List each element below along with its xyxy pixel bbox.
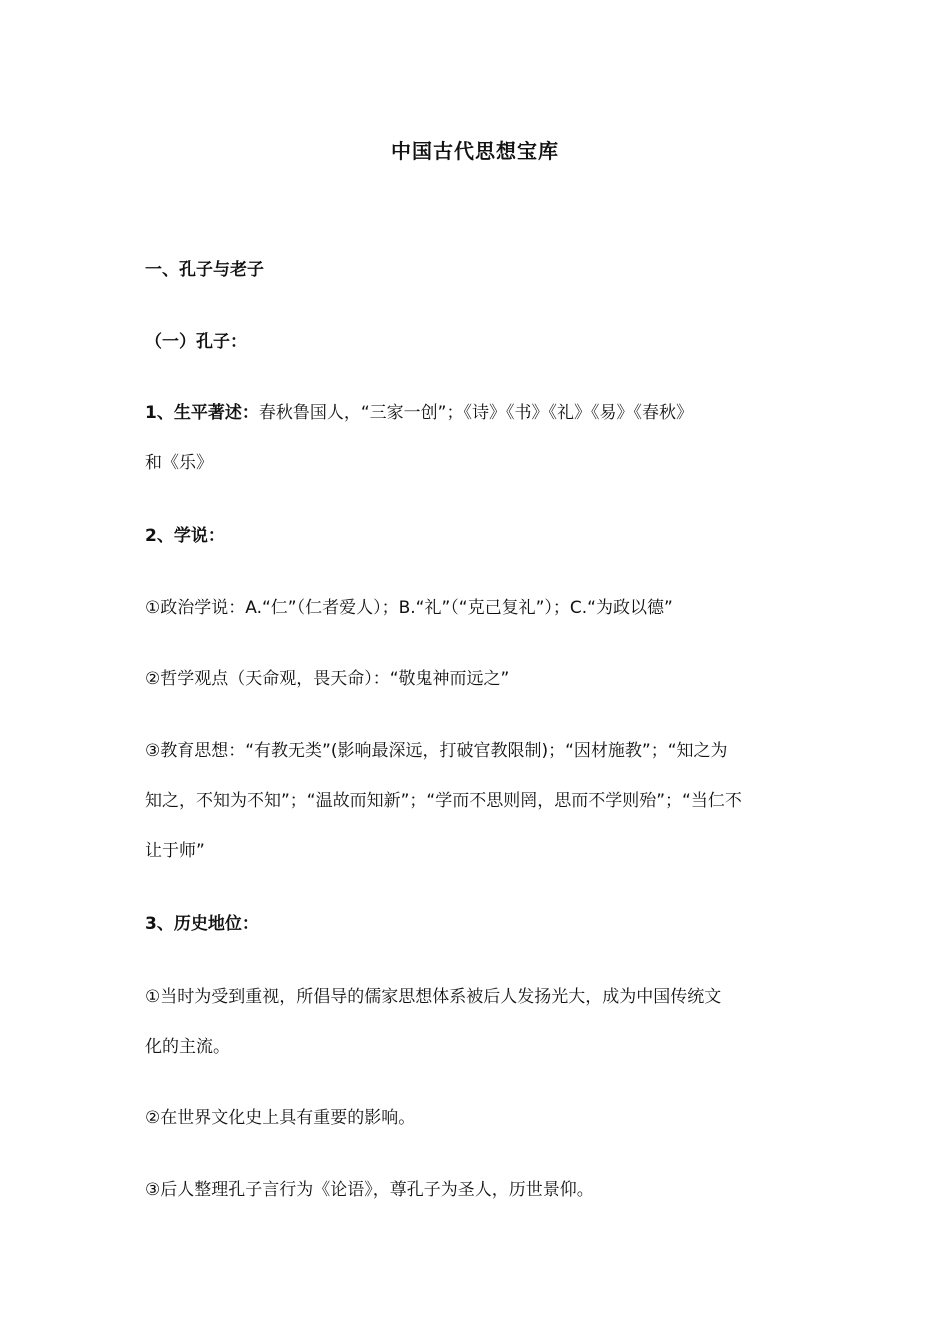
biography-text: 春秋鲁国人，“三家一创”；《诗》《书》《礼》《易》《春秋》: [258, 403, 693, 423]
section-heading-confucius-laozi: 一、孔子与老子: [145, 260, 264, 280]
historical-status-point-3: ③后人整理孔子言行为《论语》，尊孔子为圣人，历世景仰。: [145, 1180, 594, 1200]
subsection-heading-confucius: （一）孔子：: [145, 332, 247, 352]
historical-status-heading: 3、历史地位：: [145, 914, 259, 934]
biography-paragraph-line-1: [145, 401, 810, 425]
biography-paragraph-line-2: 和《乐》: [145, 453, 213, 473]
biography-label: 1、生平著述：: [145, 403, 259, 423]
historical-status-point-1-line-1: ①当时为受到重视，所倡导的儒家思想体系被后人发扬光大，成为中国传统文: [145, 987, 722, 1007]
education-point-line-3: 让于师”: [145, 841, 205, 861]
historical-status-point-1-line-2: 化的主流。: [145, 1037, 230, 1057]
education-point-line-2: 知之，不知为不知”；“温故而知新”；“学而不思则罔，思而不学则殆”；“当仁不: [145, 791, 742, 811]
political-doctrine-point: ①政治学说：A.“仁”（仁者爱人）；B.“礼”（“克己复礼”）；C.“为政以德”: [145, 598, 673, 618]
philosophy-point: ②哲学观点（天命观，畏天命）：“敬鬼神而远之”: [145, 669, 510, 689]
education-point-line-1: ③教育思想：“有教无类”(影响最深远，打破官教限制)；“因材施教”；“知之为: [145, 741, 728, 761]
doctrine-heading: 2、学说：: [145, 526, 225, 546]
document-title: 中国古代思想宝库: [391, 139, 559, 163]
historical-status-point-2: ②在世界文化史上具有重要的影响。: [145, 1108, 416, 1128]
